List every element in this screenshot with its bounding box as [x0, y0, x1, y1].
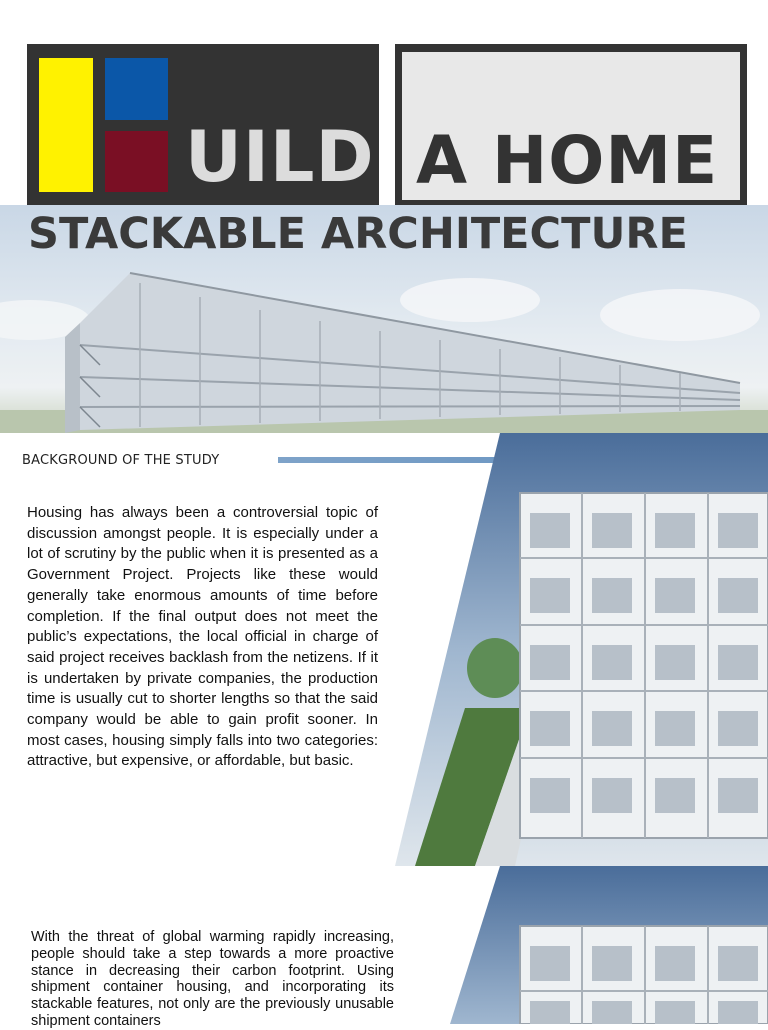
- building-photo-1: [250, 433, 768, 866]
- logo-red-square: [105, 131, 168, 192]
- logo-word-a-home: A HOME: [416, 122, 719, 199]
- hero-title: STACKABLE ARCHITECTURE: [28, 209, 688, 259]
- paragraph-background: Housing has always been a controversial topic of discussion amongst people. It is especially under a lot of scrutiny by the public when it is presented as a Government Project. Projects like these would generally take enormous amounts of time before completion. If the final output does not meet the public’s expectations, the local official in charge of said project receives backlash from the netizens. If it is undertaken by private companies, the production time is usually cut to shorter lengths so that the said company would be able to gain profit sooner. In most cases, housing simply falls into two categories: attractive, but expensive, or affordable, but basic.: [27, 504, 378, 770]
- logo-a-home-block: [395, 44, 747, 206]
- hero-banner: [0, 205, 768, 433]
- section-heading: BACKGROUND OF THE STUDY: [22, 453, 220, 468]
- logo-a-home-panel: [400, 50, 742, 202]
- logo-yellow-bar: [39, 58, 93, 192]
- paragraph-global-warming: With the threat of global warming rapidly increasing, people should take a step towards a more proactive stance in decreasing their carbon footprint. Using shipment container housing, and incorporating its stackable features, not only are the previously unusable shipment containers: [31, 929, 394, 1029]
- logo-word-uild: UILD: [185, 116, 375, 198]
- logo-build-block: [27, 44, 379, 206]
- logo-blue-square: [105, 58, 168, 120]
